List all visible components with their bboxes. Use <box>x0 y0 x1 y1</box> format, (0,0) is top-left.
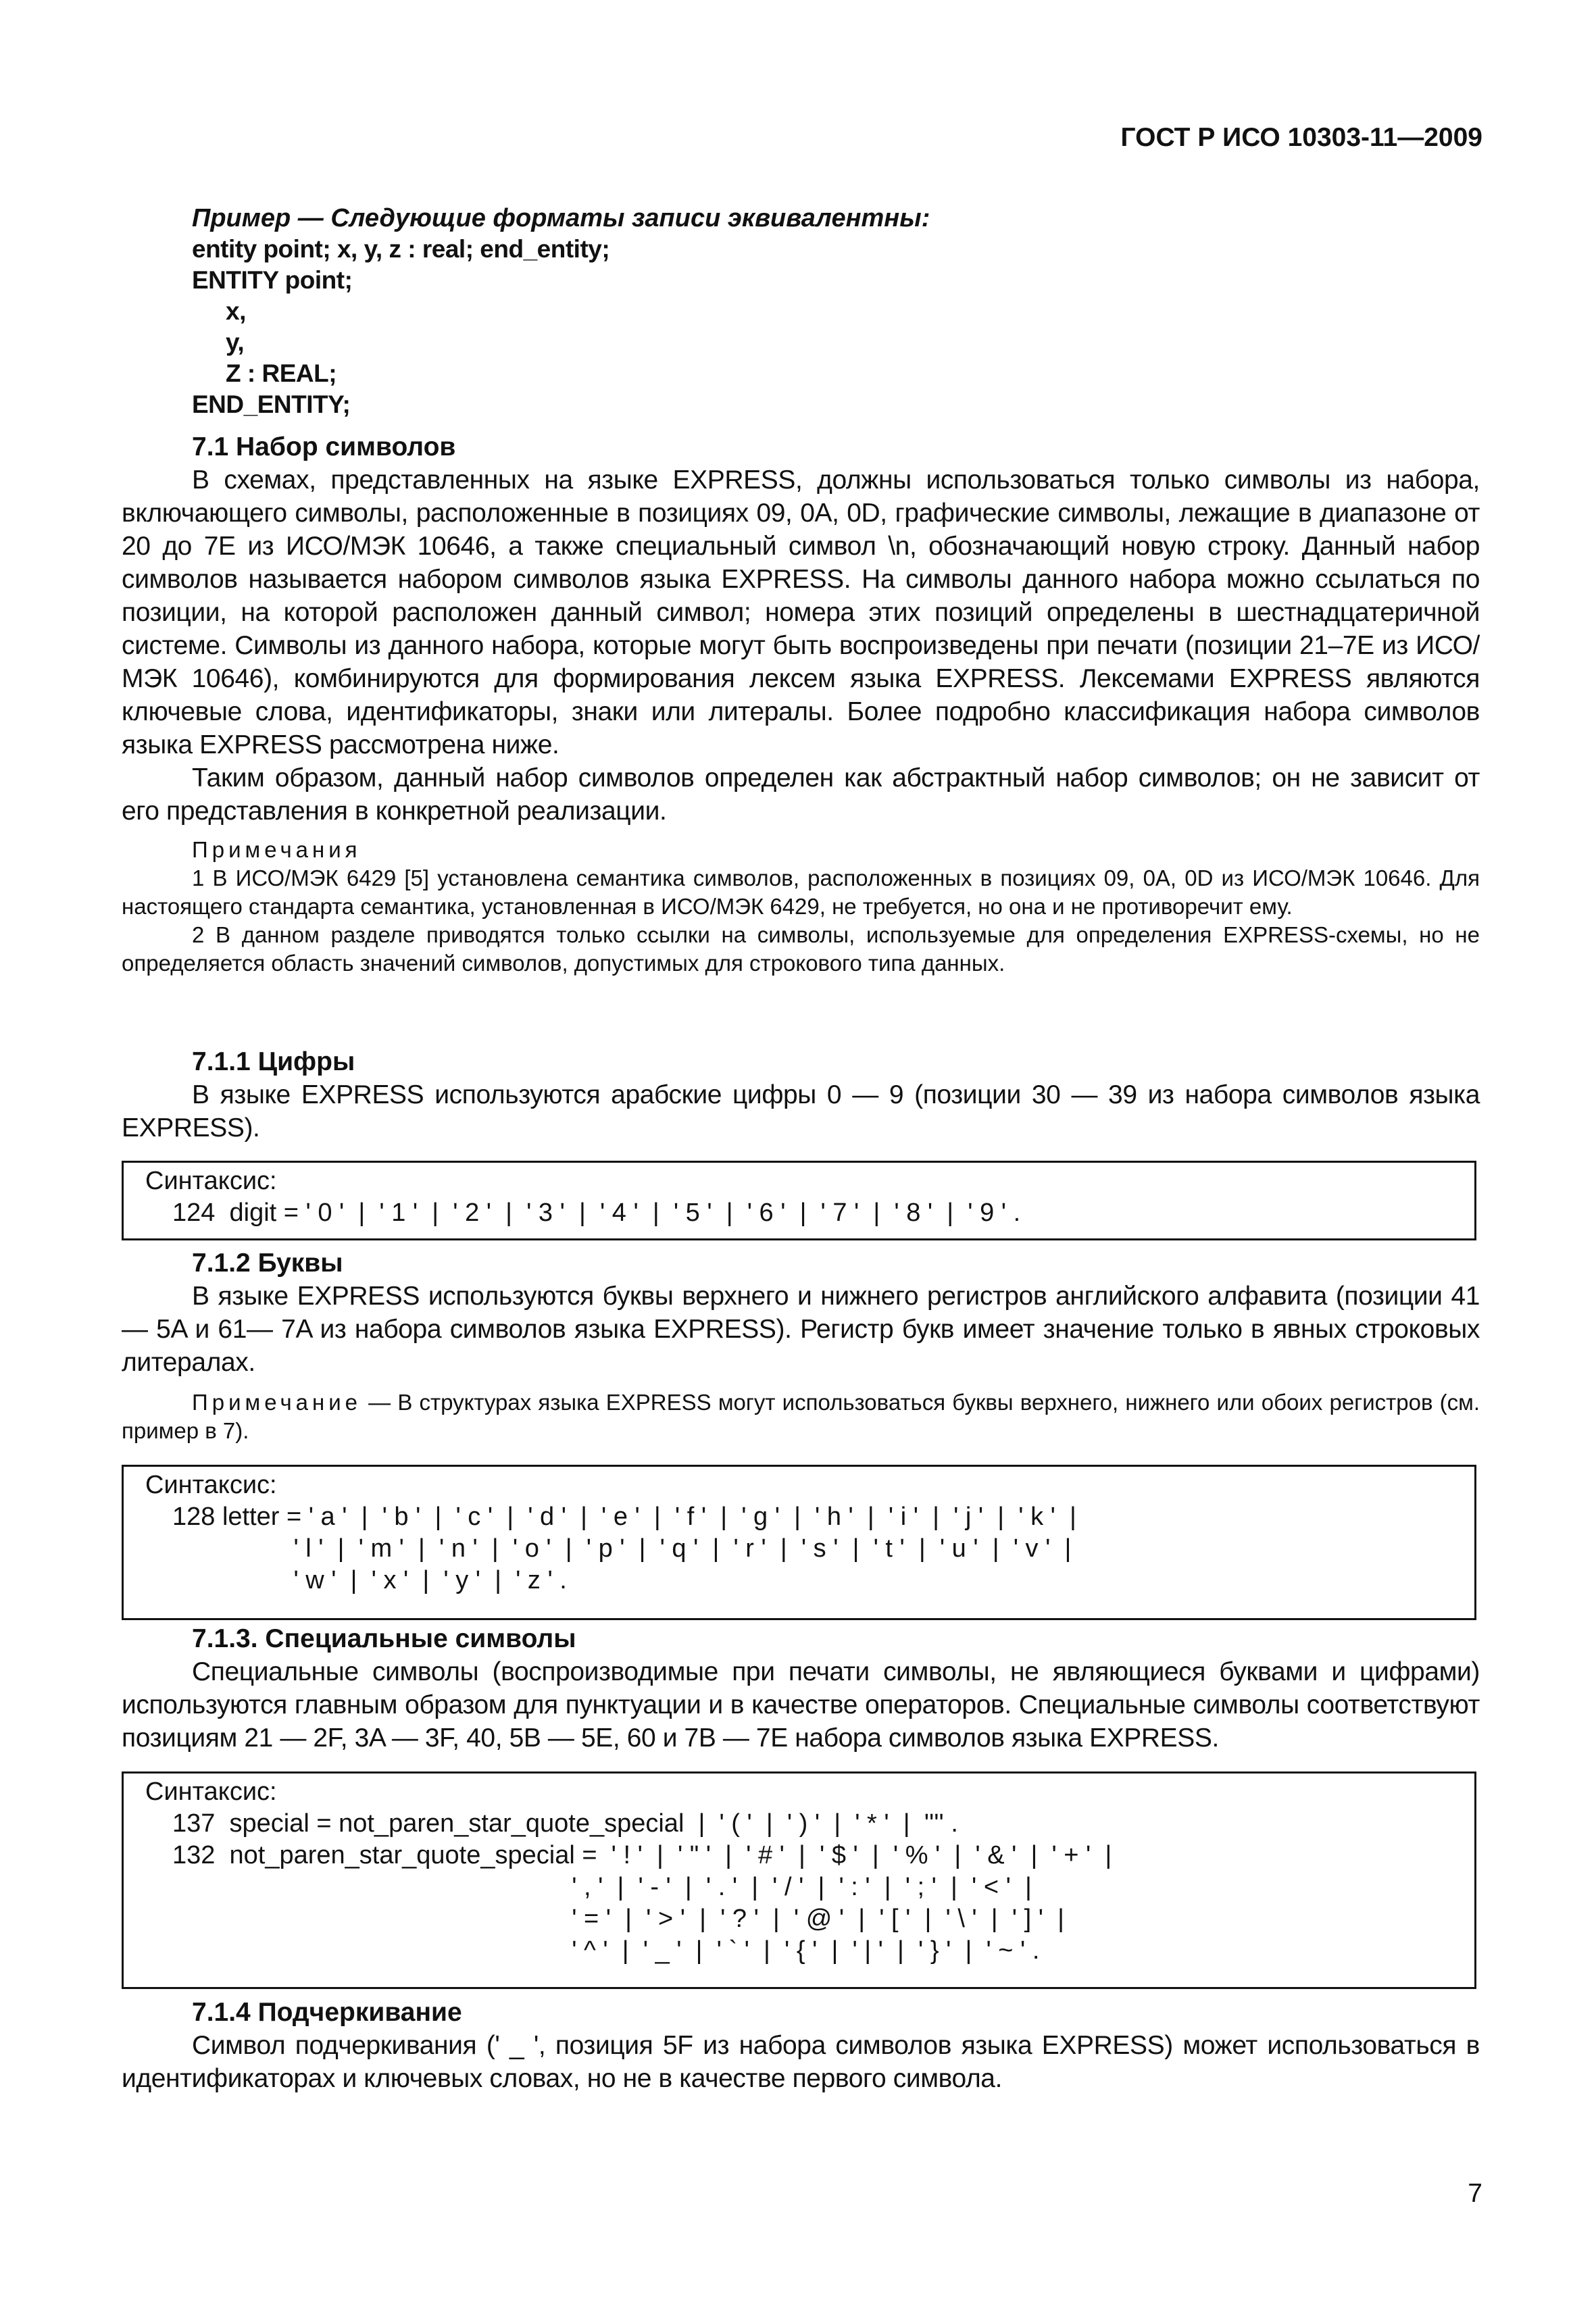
section-7-1-2 <box>122 1247 1480 1445</box>
syntax-line: 137 special = not_paren_star_quote_special | ' ( ' | ' ) ' | ' * ' | '''' . <box>172 1809 958 1838</box>
section-7-1-3 <box>122 1623 1480 1755</box>
section-heading: 7.1.4 Подчеркивание <box>192 1998 462 2027</box>
note-body: — В структурах языка EXPRESS могут использоваться буквы верхнего, нижнего или обоих регистров (см. пример в 7). <box>122 1390 1480 1443</box>
syntax-label: Синтаксис: <box>145 1778 277 1806</box>
syntax-box-letter <box>122 1465 1476 1620</box>
syntax-label: Синтаксис: <box>145 1471 277 1499</box>
running-header: ГОСТ Р ИСО 10303-11—2009 <box>1120 123 1482 152</box>
syntax-line: ' = ' | ' > ' | ' ? ' | ' @ ' | ' [ ' | ' \ ' | ' ] ' | <box>172 1905 1064 1933</box>
example-line: x, <box>226 297 246 325</box>
example-line: END_ENTITY; <box>192 391 351 418</box>
paragraph: В языке EXPRESS используются арабские цифры 0 — 9 (позиции 30 — 39 из набора символов языка EXPRESS). <box>122 1080 1480 1142</box>
notes-heading: Примечания <box>192 837 361 862</box>
syntax-line: ' ^ ' | ' _ ' | ' ` ' | ' { ' | ' | ' | ' } ' | ' ~ ' . <box>172 1936 1040 1965</box>
syntax-label: Синтаксис: <box>145 1167 277 1195</box>
example-block <box>122 203 1480 420</box>
paragraph: В языке EXPRESS используются буквы верхнего и нижнего регистров английского алфавита (позиции 41— 5A и 61— 7A из набора символов языка EXPRESS). Регистр букв имеет значение только в явных строковых литералах. <box>122 1282 1480 1377</box>
syntax-line: 128 letter = ' a ' | ' b ' | ' c ' | ' d ' | ' e ' | ' f ' | ' g ' | ' h ' | ' i ' | ' j ' | ' k ' | <box>172 1503 1076 1531</box>
example-title: Пример — Следующие форматы записи эквивалентны: <box>192 204 930 232</box>
note-text <box>122 1388 1480 1445</box>
example-line: entity point; x, y, z : real; end_entity; <box>192 235 610 263</box>
note-text: 2 В данном разделе приводятся только ссылки на символы, используемые для определения EXPRESS-схемы, но не определяется область значений символов, допустимых для строкового типа данных. <box>122 922 1480 976</box>
note-text: 1 В ИСО/МЭК 6429 [5] установлена семантика символов, расположенных в позициях 09, 0A, 0D из ИСО/МЭК 10646. Для настоящего стандарта семантика, установленная в ИСО/МЭК 6429, не требуется, но она и не противоречит ему. <box>122 865 1480 919</box>
syntax-line: 132 not_paren_star_quote_special = ' ! ' | ' " ' | ' # ' | ' $ ' | ' % ' | ' & ' | ' + ' | <box>172 1841 1112 1869</box>
paragraph: Символ подчеркивания (' _ ', позиция 5F из набора символов языка EXPRESS) может использоваться в идентификаторах и ключевых словах, но не в качестве первого символа. <box>122 2031 1480 2093</box>
syntax-line: ' l ' | ' m ' | ' n ' | ' o ' | ' p ' | ' q ' | ' r ' | ' s ' | ' t ' | ' u ' | ' v ' | <box>172 1534 1072 1563</box>
paragraph: Таким образом, данный набор символов определен как абстрактный набор символов; он не зависит от его представления в конкретной реализации. <box>122 763 1480 826</box>
syntax-box-digit <box>122 1161 1476 1240</box>
section-heading: 7.1 Набор символов <box>192 432 456 461</box>
page-number: 7 <box>1468 2179 1482 2208</box>
section-heading: 7.1.3. Специальные символы <box>192 1624 576 1653</box>
paragraph: Специальные символы (воспроизводимые при печати символы, не являющиеся буквами и цифрами) используются главным образом для пунктуации и в качестве операторов. Специальные символы соответствуют позициям 21 — 2F, 3A — 3F, 40, 5B — 5E, 60 и 7B — 7E набора символов языка EXPRESS. <box>122 1657 1480 1753</box>
syntax-line: ' w ' | ' x ' | ' y ' | ' z ' . <box>172 1566 567 1594</box>
example-line: y, <box>226 328 245 356</box>
example-line: Z : REAL; <box>226 359 337 387</box>
note-label: Примечание <box>192 1390 362 1415</box>
example-line: ENTITY point; <box>192 266 353 294</box>
syntax-box-special <box>122 1771 1476 1989</box>
paragraph: В схемах, представленных на языке EXPRESS, должны использоваться только символы из набора, включающего символы, расположенные в позициях 09, 0A, 0D, графические символы, лежащие в диапазоне от 20 до 7E из ИСО/МЭК 10646, а также специальный символ \n, обозначающий новую строку. Данный набор символов называется набором символов языка EXPRESS. На символы данного набора можно ссылаться по позиции, на которой расположен данный символ; номера этих позиций определены в шестнадцатеричной системе. Символы из данного набора, которые могут быть воспроизведены при печати (позиции 21–7E из ИСО/МЭК 10646), комбинируются для формирования лексем языка EXPRESS. Лексемами EXPRESS являются ключевые слова, идентификаторы, знаки или литералы. Более подробно классификация набора символов языка EXPRESS рассмотрена ниже. <box>122 466 1480 759</box>
section-7-1-4 <box>122 1996 1480 2095</box>
section-heading: 7.1.2 Буквы <box>192 1249 343 1278</box>
section-7-1-1 <box>122 1046 1480 1145</box>
section-7-1 <box>122 431 1480 978</box>
syntax-line: ' , ' | ' - ' | ' . ' | ' / ' | ' : ' | ' ; ' | ' < ' | <box>172 1873 1032 1901</box>
section-heading: 7.1.1 Цифры <box>192 1047 355 1076</box>
syntax-line: 124 digit = ' 0 ' | ' 1 ' | ' 2 ' | ' 3 ' | ' 4 ' | ' 5 ' | ' 6 ' | ' 7 ' | ' 8 ' | ' 9 ' . <box>172 1199 1021 1227</box>
